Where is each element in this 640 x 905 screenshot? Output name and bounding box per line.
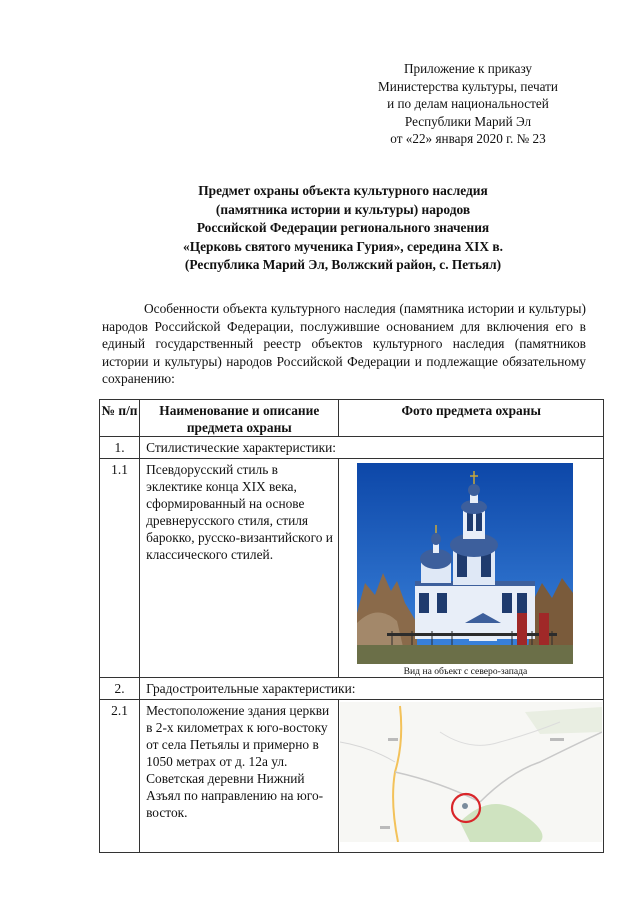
row-description: Псевдорусский стиль в эклектике конца XIX века, сформированный на основе древнерусского стиля, стиля барокко, русско-византийского и классического стилей. — [140, 459, 339, 678]
section-label: Стилистические характеристики: — [140, 437, 604, 459]
col-header-description: Наименование и описание предмета охраны — [140, 400, 339, 437]
title-line-2: (памятника истории и культуры) народов — [215, 201, 471, 217]
map-cell — [339, 700, 604, 853]
table-header-row — [100, 400, 604, 437]
photo-caption: Вид на объект с северо-запада — [403, 666, 528, 677]
section-row-2 — [100, 678, 604, 700]
col-header-number: № п/п — [100, 400, 140, 437]
header-line-5: от «22» января 2020 г. № 23 — [390, 131, 546, 146]
location-map — [340, 702, 602, 842]
header-line-1: Приложение к приказу — [403, 61, 533, 76]
protection-subject-table — [99, 399, 604, 853]
title-line-5: (Республика Марий Эл, Волжский район, с. Петьял) — [184, 257, 502, 272]
section-number: 1. — [100, 437, 140, 459]
row-number: 2.1 — [100, 700, 140, 853]
table-row — [100, 700, 604, 853]
photo-cell — [339, 459, 604, 678]
header-line-3: и по делам национальностей — [387, 96, 549, 111]
title-line-3: Российской Федерации регионального значения — [196, 220, 490, 235]
intro-paragraph: Особенности объекта культурного наследия (памятника истории и культуры) народов Российской Федерации, послужившие основанием для включения его в единый государственный реестр объектов культурного наследия (памятников истории и культуры) народов Российской Федерации и подлежащие обязательному сохранению: — [102, 301, 586, 387]
title-line-1: Предмет охраны объекта культурного наследия — [198, 183, 488, 198]
header-line-2: Министерства культуры, печати — [378, 78, 558, 94]
col-header-photo: Фото предмета охраны — [339, 400, 604, 437]
row-number: 1.1 — [100, 459, 140, 678]
section-number: 2. — [100, 678, 140, 700]
section-label: Градостроительные характеристики: — [140, 678, 604, 700]
row-description: Местоположение здания церкви в 2-х километрах к юго-востоку от села Петьялы и примерно в 1050 метрах от д. 12а ул. Советская деревни Нижний Азъял по направлению на юго-восток. — [140, 700, 339, 853]
table-row — [100, 459, 604, 678]
section-row-1 — [100, 437, 604, 459]
header-line-4: Республики Марий Эл — [404, 113, 532, 129]
order-appendix-header — [340, 60, 596, 148]
document-title — [100, 182, 586, 275]
church-photo — [357, 463, 573, 664]
title-line-4: «Церковь святого мученика Гурия», середина XIX в. — [183, 238, 503, 254]
